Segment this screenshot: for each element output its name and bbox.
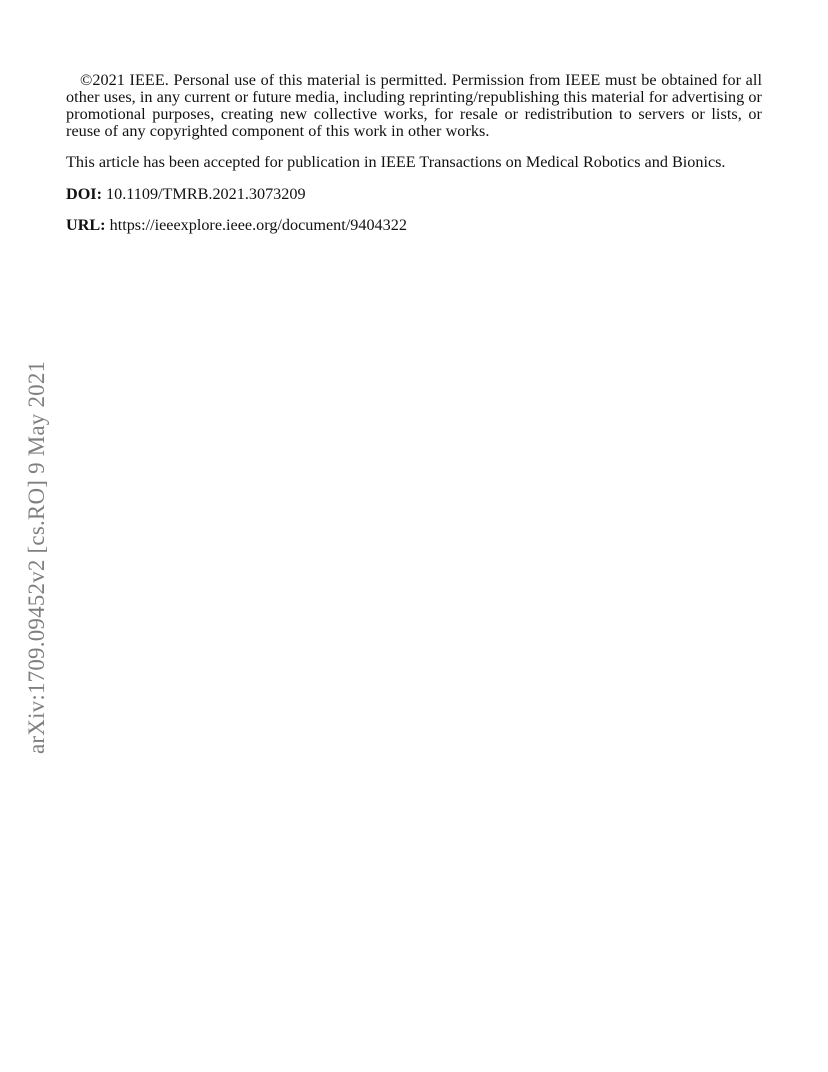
url-line bbox=[66, 217, 762, 234]
article-front-matter bbox=[66, 72, 762, 234]
copyright-notice: ©2021 IEEE. Personal use of this material is permitted. Permission from IEEE must be obtained for all other uses, in any current or future media, including reprinting/republishing this material for advertising or promotional purposes, creating new collective works, for resale or redistribution to servers or lists, or reuse of any copyrighted component of this work in other works. bbox=[66, 71, 762, 140]
arxiv-identifier: arXiv:1709.09452v2 [cs.RO] 9 May 2021 bbox=[24, 360, 49, 754]
doi-line bbox=[66, 186, 762, 203]
arxiv-stamp bbox=[24, 284, 49, 754]
acceptance-statement: This article has been accepted for publication in IEEE Transactions on Medical Robotics and Bionics. bbox=[66, 153, 726, 171]
doi-label: DOI: bbox=[66, 185, 102, 203]
url-label: URL: bbox=[66, 216, 106, 234]
url-value[interactable]: https://ieeexplore.ieee.org/document/9404322 bbox=[109, 216, 407, 234]
doi-value[interactable]: 10.1109/TMRB.2021.3073209 bbox=[106, 185, 306, 203]
